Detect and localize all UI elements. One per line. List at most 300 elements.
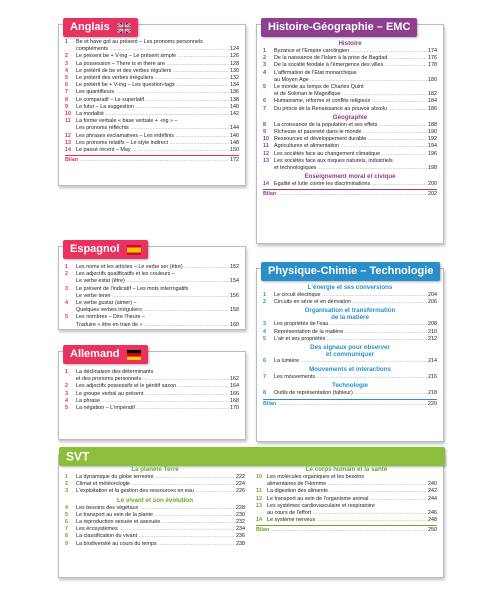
entry-title: Le présent de l'indicatif – Les mots interrogatifs — [76, 285, 189, 292]
entry-number: 1 — [65, 39, 68, 45]
toc-entry[interactable] — [263, 329, 437, 336]
toc-entry[interactable] — [65, 147, 239, 154]
entry-page: 244 — [428, 495, 437, 502]
entry-number — [263, 77, 274, 84]
toc-entry[interactable] — [65, 307, 239, 314]
entry-number: 13 — [256, 502, 262, 509]
toc-entry — [65, 118, 239, 125]
toc-entry — [263, 158, 437, 165]
espagnol-header — [63, 240, 148, 259]
toc-entry[interactable] — [263, 48, 437, 55]
entry-page: 140 — [230, 103, 239, 110]
toc-entry[interactable] — [65, 53, 239, 60]
entry-title: Le prétérit des verbes irréguliers ..... — [76, 75, 229, 82]
entry-number — [256, 510, 267, 517]
entry-page: 232 — [236, 519, 245, 526]
toc-entry — [256, 474, 437, 481]
emc-subheading: Enseignement moral et civique — [304, 173, 396, 181]
entry-page: 168 — [230, 397, 239, 404]
toc-entry[interactable] — [65, 97, 239, 104]
entry-page: 150 — [230, 147, 239, 154]
toc-entry[interactable] — [65, 376, 239, 383]
entry-title: Le présent be + V-ing – Le présent simple ..... — [76, 53, 229, 60]
entry-title: Le futur – La suggestion ..... — [76, 104, 229, 111]
entry-page: 218 — [428, 390, 437, 397]
entry-title: au cours de l'effort ..... — [267, 510, 427, 517]
histoire-subheading: Histoire — [338, 40, 362, 47]
entry-page — [436, 70, 437, 77]
toc-entry[interactable] — [65, 82, 239, 89]
toc-entry[interactable] — [263, 136, 437, 143]
entry-page: 238 — [236, 540, 245, 547]
entry-page: 134 — [230, 82, 239, 89]
entry-number: 7 — [65, 89, 68, 96]
entry-title: Les sociétés face au changement climatique ..... — [274, 151, 427, 158]
entry-number: 8 — [65, 533, 68, 540]
toc-entry[interactable] — [263, 292, 437, 299]
entry-page: 248 — [428, 517, 437, 524]
entry-number: 6 — [263, 98, 266, 105]
entry-title: Le transport au sein de la plante ..... — [76, 512, 235, 519]
entry-number: 1 — [65, 474, 68, 480]
entry-title: Le passé récent – May ..... — [76, 147, 229, 154]
toc-entry[interactable] — [263, 336, 437, 343]
entry-number: 4 — [65, 504, 68, 511]
entry-number: 13 — [65, 139, 71, 146]
entry-page: 188 — [428, 121, 437, 128]
entry-number: 11 — [65, 118, 71, 125]
entry-number: 5 — [65, 75, 68, 82]
entry-title: Climat et météorologie ..... — [76, 481, 235, 488]
toc-entry[interactable] — [65, 526, 245, 533]
toc-entry[interactable] — [65, 391, 239, 398]
entry-page: 236 — [236, 533, 245, 540]
entry-number: 10 — [65, 111, 71, 118]
toc-entry[interactable] — [65, 512, 245, 519]
entry-page — [238, 118, 239, 125]
allemand-section — [58, 348, 246, 440]
toc-entry — [263, 70, 437, 77]
entry-page: 166 — [230, 390, 239, 397]
entry-number — [256, 481, 267, 488]
toc-entry[interactable] — [65, 133, 239, 140]
toc-entry[interactable] — [65, 519, 245, 526]
toc-entry[interactable] — [263, 390, 437, 397]
toc-entry — [65, 300, 239, 307]
entry-number: 4 — [263, 328, 266, 335]
entry-page: 176 — [428, 55, 437, 62]
physique-title: Physique-Chimie – Technologie — [268, 265, 434, 277]
entry-number: 12 — [65, 132, 71, 139]
entry-title: La croissance de la population et ses effets ..... — [274, 122, 427, 129]
entry-page — [436, 474, 437, 481]
toc-entry[interactable] — [65, 474, 245, 481]
toc-entry[interactable] — [256, 496, 437, 503]
toc-entry[interactable] — [263, 299, 437, 306]
entry-title: Représentation de la matière ..... — [274, 329, 427, 336]
entry-page: 144 — [230, 125, 239, 132]
entry-number: 4 — [263, 69, 266, 76]
toc-entry[interactable] — [263, 151, 437, 158]
toc-entry[interactable] — [65, 68, 239, 75]
entry-title: Le monde au temps de Charles Quint — [274, 84, 364, 91]
entry-page: 152 — [230, 264, 239, 270]
toc-entry[interactable] — [256, 510, 437, 517]
entry-title: La biodiversité au cours du temps ..... — [76, 541, 235, 548]
entry-number — [65, 278, 76, 285]
entry-page: 242 — [428, 488, 437, 495]
entry-number: 3 — [65, 60, 68, 67]
entry-page — [238, 286, 239, 293]
entry-number: 5 — [65, 511, 68, 518]
anglais-section — [58, 21, 246, 186]
toc-entry[interactable] — [65, 278, 239, 285]
entry-title: Les systèmes cardiovasculaire et respiratoire — [267, 502, 375, 509]
entry-number: 4 — [65, 67, 68, 74]
entry-number: 11 — [256, 488, 262, 495]
entry-number: 2 — [263, 299, 266, 306]
toc-entry[interactable] — [263, 106, 437, 113]
entry-number: 1 — [263, 48, 266, 54]
toc-entry[interactable] — [65, 125, 239, 132]
entry-number — [65, 307, 76, 314]
entry-page: 178 — [428, 62, 437, 69]
entry-page: 200 — [428, 181, 437, 188]
toc-entry — [65, 314, 239, 321]
entry-page: 206 — [428, 299, 437, 306]
entry-title: La reproduction sexuée et asexuée ..... — [76, 519, 235, 526]
toc-entry[interactable] — [65, 405, 239, 412]
toc-entry[interactable] — [263, 77, 437, 84]
entry-title: Byzance et l'Empire carolingien ..... — [274, 48, 427, 55]
entry-title: Quelques verbes irréguliers ..... — [76, 307, 229, 314]
entry-number: 8 — [65, 96, 68, 103]
histoire-list — [263, 39, 437, 199]
entry-page: 128 — [230, 60, 239, 67]
entry-page: 132 — [230, 75, 239, 82]
toc-entry[interactable] — [65, 481, 245, 488]
allemand-header — [63, 345, 148, 364]
entry-title: Outils de représentation (tableur) ..... — [274, 390, 427, 397]
entry-number — [65, 376, 76, 383]
entry-page: 208 — [428, 321, 437, 328]
svt-title: SVT — [66, 449, 90, 464]
entry-number: 3 — [65, 488, 68, 495]
svt-left-list — [65, 465, 245, 548]
entry-page: 158 — [230, 307, 239, 314]
entry-number — [263, 165, 274, 172]
toc-entry — [65, 369, 239, 376]
toc-entry[interactable] — [263, 98, 437, 105]
entry-number: 14 — [263, 181, 269, 188]
entry-number: 9 — [65, 540, 68, 547]
toc-entry[interactable] — [256, 517, 437, 524]
entry-number: 4 — [65, 300, 68, 307]
toc-entry — [65, 286, 239, 293]
geographie-subheading: Géographie — [332, 113, 368, 121]
entry-number: 11 — [263, 143, 269, 150]
entry-title: La modalité ..... — [76, 111, 229, 118]
espagnol-section — [58, 243, 246, 330]
entry-page: 222 — [236, 474, 245, 480]
entry-page — [436, 503, 437, 510]
svt-section — [58, 449, 444, 578]
entry-number: 1 — [65, 264, 68, 270]
entry-number: 10 — [256, 474, 262, 480]
toc-entry[interactable] — [263, 321, 437, 328]
toc-entry[interactable] — [263, 122, 437, 129]
entry-page: 136 — [230, 89, 239, 96]
entry-title: Le comparatif – Le superlatif ..... — [76, 97, 229, 104]
entry-page — [436, 158, 437, 165]
entry-page: 156 — [230, 292, 239, 299]
entry-title: Ressources et développement durable ..... — [274, 136, 427, 143]
entry-number: 2 — [65, 53, 68, 60]
entry-title: Les sociétés face aux risques naturels, industriels — [274, 157, 393, 164]
entry-page: 214 — [428, 358, 437, 365]
entry-number: 2 — [65, 383, 68, 390]
entry-number: 1 — [65, 369, 68, 375]
entry-page — [238, 369, 239, 376]
toc-entry[interactable] — [65, 398, 239, 405]
physique-header — [261, 262, 440, 281]
entry-page: 126 — [230, 53, 239, 60]
entry-title: La classification du vivant ..... — [76, 533, 235, 540]
entry-title: Les propriétés de l'eau ..... — [274, 321, 427, 328]
entry-number — [65, 46, 76, 53]
entry-page: 198 — [428, 165, 437, 172]
svt-right-list — [256, 465, 437, 535]
allemand-title: Allemand — [70, 348, 120, 360]
entry-title: L'affirmation de l'État monarchique — [274, 69, 357, 76]
entry-title: et de Soliman le Magnifique ..... — [274, 91, 427, 98]
toc-entry[interactable] — [263, 358, 437, 365]
entry-number: 4 — [65, 397, 68, 404]
technologie-subheading: Technologie — [332, 382, 368, 390]
histoire-title: Histoire-Géographie – EMC — [268, 21, 411, 33]
toc-entry[interactable] — [256, 481, 437, 488]
anglais-list — [65, 39, 239, 164]
toc-entry[interactable] — [263, 129, 437, 136]
entry-number: 3 — [65, 285, 68, 292]
entry-page: 196 — [428, 150, 437, 157]
entry-title: Le circuit électrique ..... — [274, 292, 427, 299]
toc-entry — [65, 39, 239, 46]
entry-page: 212 — [428, 335, 437, 342]
toc-entry[interactable] — [263, 55, 437, 62]
matiere-subheading: Organisation et transformation de la matière — [304, 307, 396, 322]
histoire-header — [261, 18, 417, 37]
entry-title: L'air et ses propriétés ..... — [274, 336, 427, 343]
toc-entry[interactable] — [65, 541, 245, 548]
espagnol-title: Espagnol — [70, 243, 120, 255]
entry-title: Agricultures et alimentation ..... — [274, 143, 427, 150]
entry-page: 234 — [236, 526, 245, 533]
entry-page: 216 — [428, 374, 437, 381]
entry-page: 240 — [428, 481, 437, 488]
mouvements-subheading: Mouvements et interactions — [309, 366, 391, 374]
toc-entry[interactable] — [65, 104, 239, 111]
entry-number: 3 — [65, 390, 68, 397]
physique-bilan[interactable]: Bilan ..... 220 — [263, 401, 437, 408]
entry-title: La dynamique du globe terrestre ..... — [76, 474, 235, 481]
toc-entry[interactable] — [263, 181, 437, 188]
entry-page — [436, 84, 437, 91]
histoire-section — [256, 21, 444, 244]
entry-title: Les noms et les articles – Le verbe ser (être) ..... — [76, 264, 229, 271]
entry-title: Le prétérit be + V-ing – Les question-tags ..... — [76, 82, 229, 89]
entry-title: La possession – There is et there are ..... — [76, 61, 229, 68]
toc-entry[interactable] — [65, 505, 245, 512]
energie-subheading: L'énergie et ses conversions — [307, 284, 393, 291]
entry-title: La digestion des aliments ..... — [267, 488, 427, 495]
toc-entry[interactable] — [65, 46, 239, 53]
germany-flag-icon — [127, 350, 141, 360]
entry-title: Les mouvements ..... — [274, 374, 427, 381]
entry-number: 13 — [263, 157, 269, 164]
entry-title: Les molécules organiques et les besoins — [267, 474, 365, 480]
entry-number — [263, 91, 274, 98]
entry-page — [238, 271, 239, 278]
entry-number — [65, 322, 76, 329]
toc-entry[interactable] — [65, 140, 239, 147]
allemand-list — [65, 369, 239, 412]
toc-entry[interactable] — [65, 488, 245, 495]
entry-number: 6 — [65, 82, 68, 89]
entry-page: 154 — [230, 278, 239, 285]
entry-title: Circuits en série et en dérivation ..... — [274, 299, 427, 306]
entry-page: 164 — [230, 383, 239, 390]
entry-page: 226 — [236, 488, 245, 495]
entry-number — [65, 293, 76, 300]
vivant-subheading: Le vivant et son évolution — [117, 496, 193, 504]
entry-number: 2 — [65, 271, 68, 278]
anglais-bilan[interactable]: Bilan ..... 172 — [65, 157, 239, 164]
entry-title: Égalité et lutte contre les discriminations ..... — [274, 181, 427, 188]
entry-title: et technologiques ..... — [274, 165, 427, 172]
svt-header — [59, 447, 445, 466]
toc-entry — [263, 84, 437, 91]
entry-title: au Moyen Âge ..... — [274, 77, 427, 84]
entry-number: 6 — [65, 519, 68, 526]
entry-title: De la naissance de l'Islam à la prise de Bagdad ..... — [274, 55, 427, 62]
entry-page: 246 — [428, 510, 437, 517]
entry-title: L'exploitation et la gestion des ressources en eau ..... — [76, 488, 235, 495]
corps-subheading: Le corps humain et la santé — [305, 466, 388, 473]
entry-title: La déclinaison des déterminants — [76, 369, 154, 375]
entry-title: La forme verbale « base verbale + -ing » – — [76, 118, 178, 125]
entry-page: 142 — [230, 111, 239, 118]
entry-page: 174 — [428, 48, 437, 54]
entry-title: Les adjectifs possessifs et le génitif saxon ..... — [76, 383, 229, 390]
entry-page: 148 — [230, 139, 239, 146]
toc-entry[interactable] — [65, 89, 239, 96]
entry-number: 9 — [65, 103, 68, 110]
entry-title: Le verbe estar (être) ..... — [76, 278, 229, 285]
entry-page: 210 — [428, 328, 437, 335]
entry-title: Les écosystèmes ..... — [76, 526, 235, 533]
toc-entry[interactable] — [65, 111, 239, 118]
entry-number: 5 — [65, 405, 68, 412]
entry-title: Les nombres – Dire l'heure – — [76, 314, 146, 321]
entry-page — [238, 39, 239, 46]
entry-number: 5 — [263, 335, 266, 342]
entry-number: 14 — [256, 517, 262, 524]
entry-page: 182 — [428, 91, 437, 98]
spain-flag-icon — [127, 245, 141, 255]
entry-title: Be et have got au présent – Les pronoms personnels — [76, 39, 203, 45]
espagnol-list — [65, 264, 239, 329]
entry-page: 160 — [230, 321, 239, 328]
toc-entry[interactable] — [263, 62, 437, 69]
entry-title: Humanisme, réforme et conflits religieux ..... — [274, 98, 427, 105]
entry-title: Le système nerveux ..... — [267, 517, 427, 524]
entry-number: 7 — [263, 374, 266, 381]
entry-page — [238, 300, 239, 307]
entry-title: Du prince de la Renaissance au pouvoir absolu ..... — [274, 106, 427, 113]
entry-title: et des pronoms personnels ..... — [76, 376, 229, 383]
signaux-subheading: Des signaux pour observer et communiquer — [310, 344, 390, 359]
entry-title: compléments ..... — [76, 46, 229, 53]
toc-entry[interactable] — [65, 75, 239, 82]
entry-page: 124 — [230, 46, 239, 53]
toc-entry[interactable] — [65, 293, 239, 300]
entry-number: 3 — [263, 321, 266, 328]
toc-entry[interactable] — [65, 383, 239, 390]
toc-entry[interactable] — [65, 61, 239, 68]
entry-title: Le transport au sein de l'organisme animal ..... — [267, 496, 427, 503]
entry-page: 186 — [428, 105, 437, 112]
entry-number: 14 — [65, 147, 71, 154]
entry-page: 194 — [428, 143, 437, 150]
entry-title: La phrase ..... — [76, 398, 229, 405]
toc-entry[interactable] — [263, 91, 437, 98]
entry-number: 6 — [263, 358, 266, 365]
entry-page: 204 — [428, 292, 437, 298]
toc-entry[interactable] — [65, 264, 239, 271]
toc-entry[interactable] — [65, 533, 245, 540]
entry-page: 230 — [236, 511, 245, 518]
entry-title: Richesse et pauvreté dans le monde ..... — [274, 129, 427, 136]
uk-flag-icon — [117, 23, 131, 33]
entry-number — [65, 125, 76, 132]
entry-title: alimentaires de l'Homme ..... — [267, 481, 427, 488]
entry-title: La négation – L'impératif ..... — [76, 405, 229, 412]
entry-title: Le prétérit de be et des verbes réguliers ..... — [76, 68, 229, 75]
entry-title: Le groupe verbal au présent ..... — [76, 391, 229, 398]
svt-bilan[interactable]: Bilan ..... 250 — [256, 527, 437, 534]
toc-entry[interactable] — [263, 165, 437, 172]
entry-number: 7 — [65, 526, 68, 533]
entry-page: 192 — [428, 136, 437, 143]
toc-entry — [65, 271, 239, 278]
toc-entry[interactable] — [256, 488, 437, 495]
physique-section — [256, 265, 444, 442]
toc-entry[interactable] — [65, 322, 239, 329]
physique-list — [263, 283, 437, 408]
entry-number: 3 — [263, 62, 266, 69]
toc-entry — [256, 503, 437, 510]
histoire-bilan[interactable]: Bilan ..... 202 — [263, 191, 437, 198]
entry-page: 190 — [428, 129, 437, 136]
entry-title: Les pronoms réfléchis ..... — [76, 125, 229, 132]
entry-title: Les adjectifs qualificatifs et les couleurs – — [76, 271, 175, 278]
toc-entry[interactable] — [263, 374, 437, 381]
entry-title: Les phrases exclamatives – Les indéfinis ..... — [76, 133, 229, 140]
toc-entry[interactable] — [263, 143, 437, 150]
anglais-header — [63, 18, 138, 37]
entry-title: Les besoins des végétaux ..... — [76, 505, 235, 512]
